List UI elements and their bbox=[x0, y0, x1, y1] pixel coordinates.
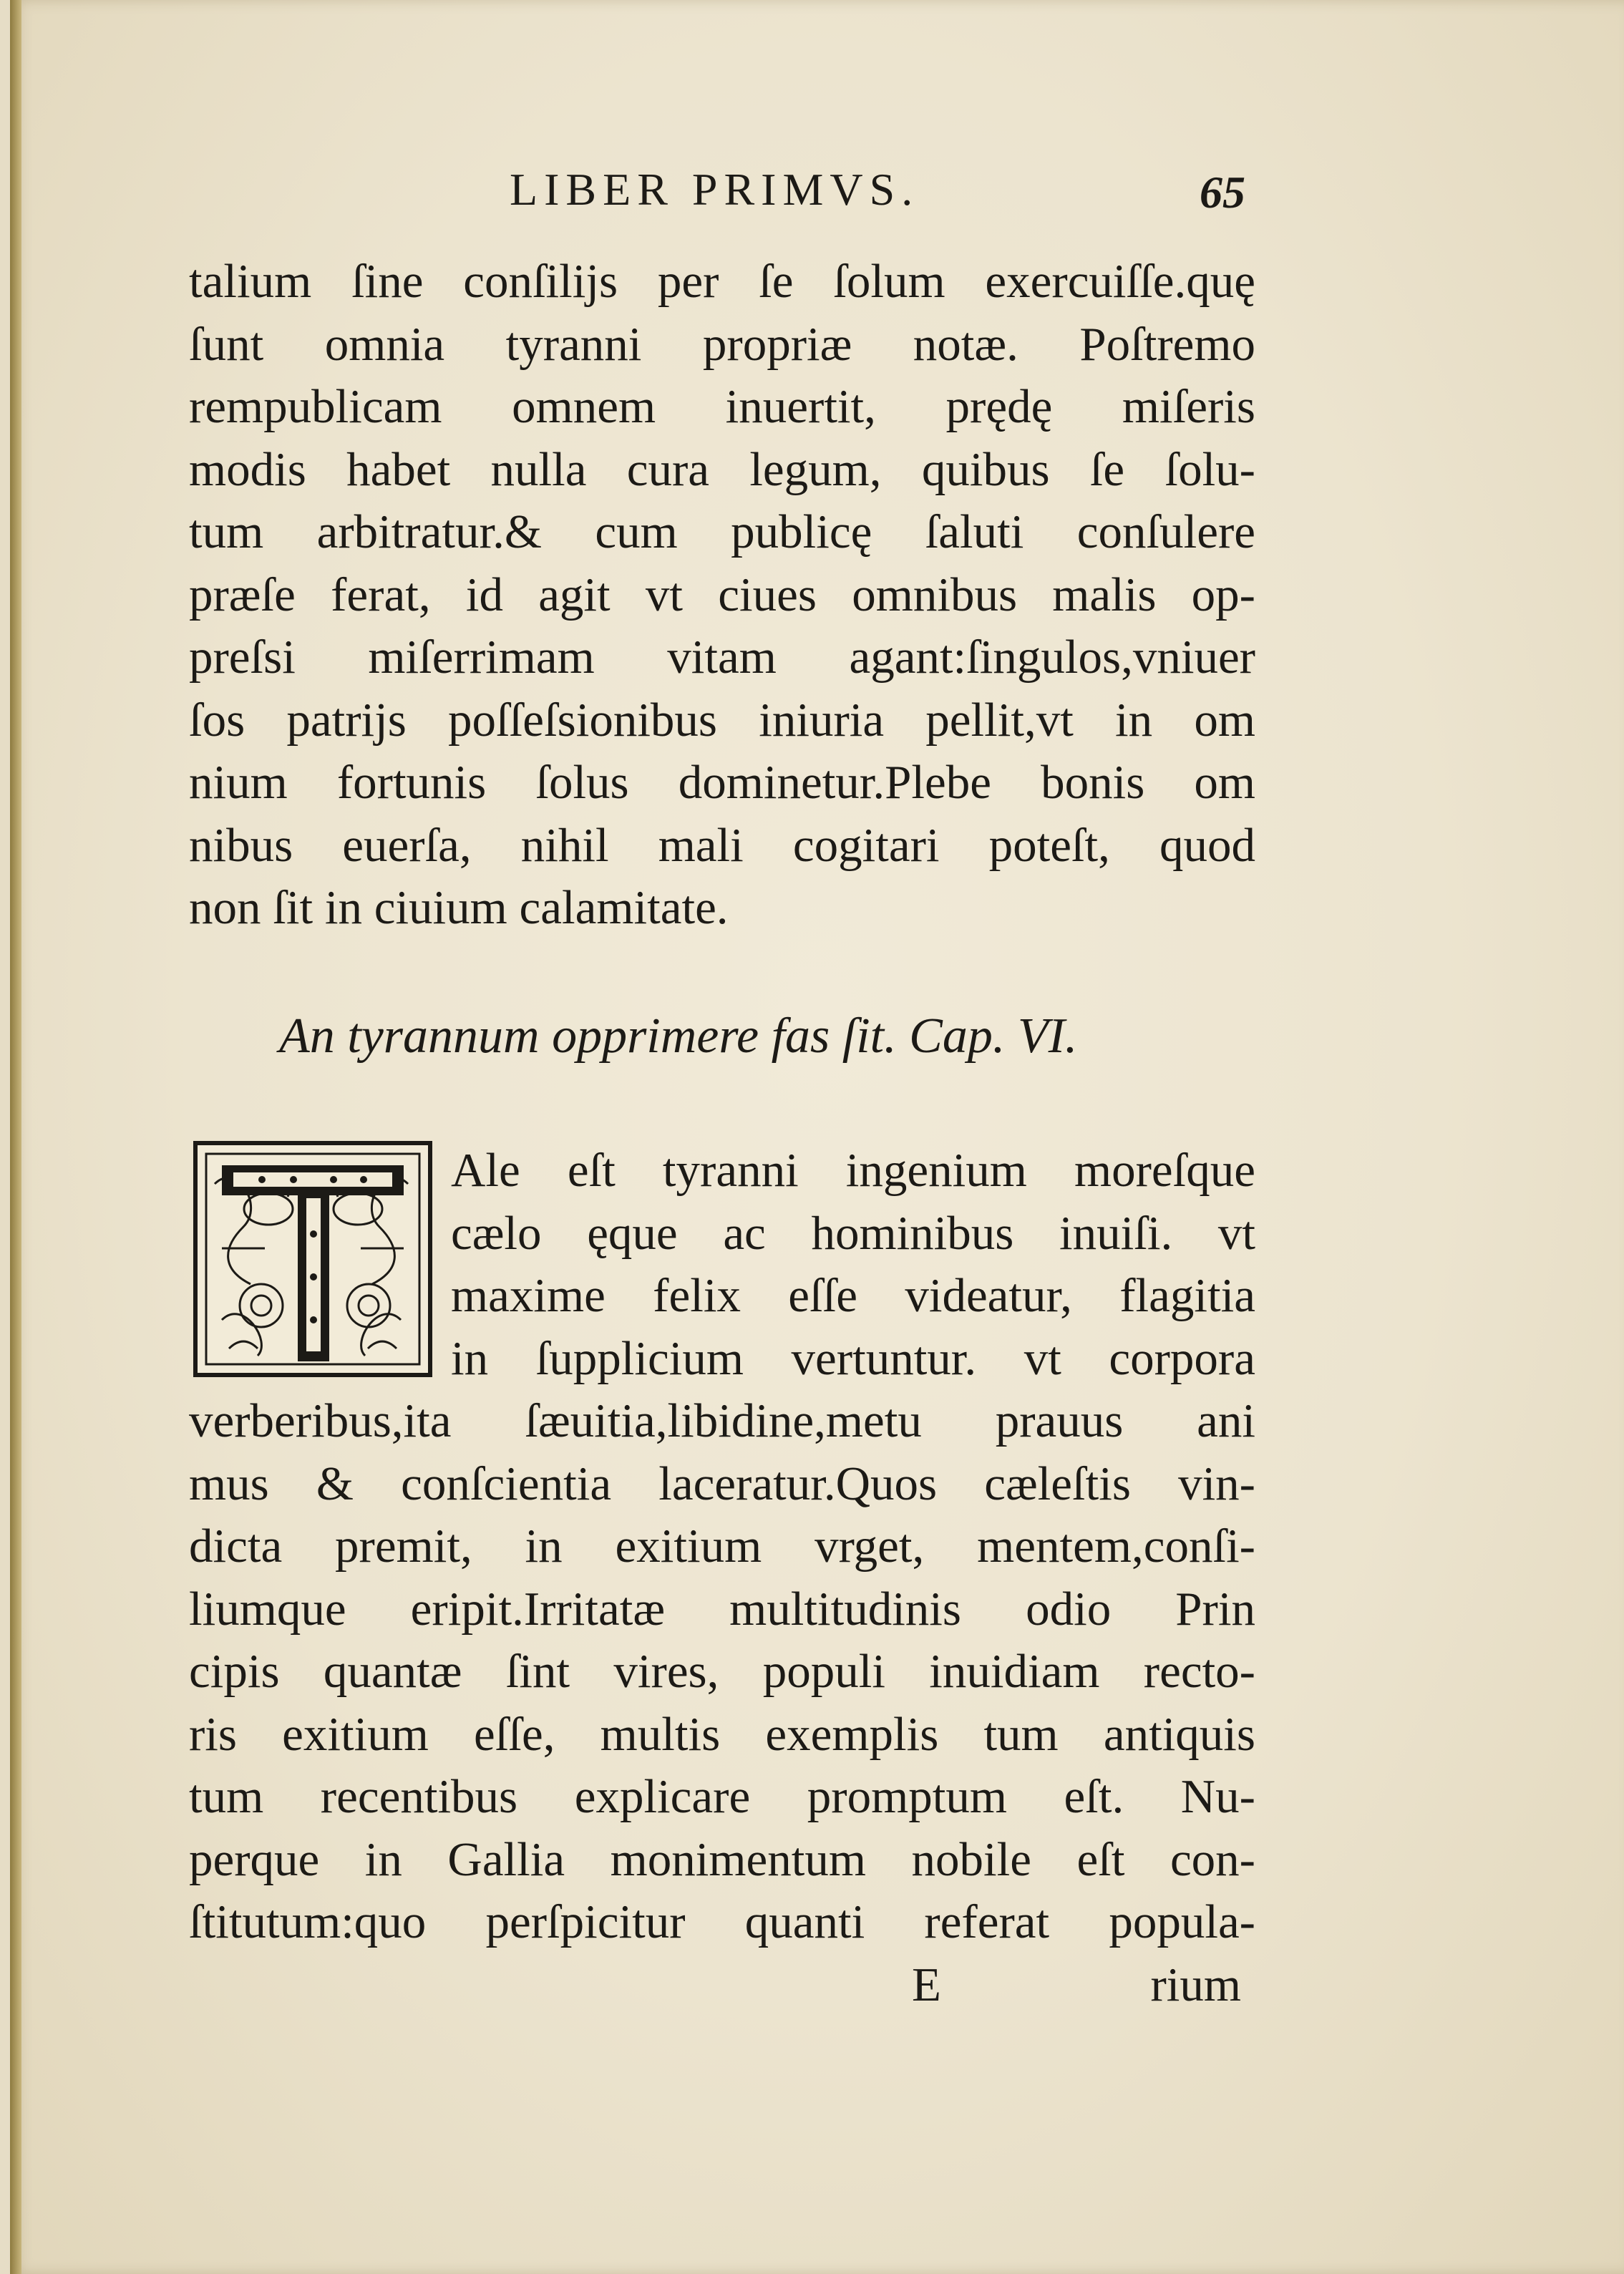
text-line: perque in Gallia monimentum nobile eſt con- bbox=[189, 1832, 1255, 1886]
text-line: in ſupplicium vertuntur. vt corpora bbox=[451, 1331, 1255, 1385]
paragraph-2-beside-initial bbox=[451, 1140, 1255, 1390]
page-number: 65 bbox=[1200, 167, 1245, 218]
text-line: non ſit in ciuium calamitate. bbox=[189, 881, 729, 934]
paragraph-1 bbox=[189, 251, 1255, 940]
text-line: præſe ferat, id agit vt ciues omnibus malis op- bbox=[189, 568, 1255, 621]
text-line: nium fortunis ſolus dominetur.Plebe bonis om bbox=[189, 756, 1255, 809]
text-line: modis habet nulla cura legum, quibus ſe ſolu- bbox=[189, 442, 1255, 496]
text-line: talium ſine conſilijs per ſe ſolum exercuiſſe.quę bbox=[189, 255, 1255, 308]
text-line: ris exitium eſſe, multis exemplis tum antiquis bbox=[189, 1707, 1255, 1761]
signature-mark: E bbox=[912, 1958, 941, 2011]
decorated-initial bbox=[193, 1141, 432, 1377]
text-line: verberibus,ita ſæuitia,libidine,metu prauus ani bbox=[189, 1394, 1255, 1447]
text-line: maxime felix eſſe videatur, flagitia bbox=[451, 1269, 1255, 1322]
text-line: rempublicam omnem inuertit, prędę miſeris bbox=[189, 380, 1255, 433]
decorated-initial-t-icon bbox=[193, 1141, 432, 1377]
text-line: nibus euerſa, nihil mali cogitari poteſt, quod bbox=[189, 818, 1255, 872]
text-line: cælo ęque ac hominibus inuiſi. vt bbox=[451, 1206, 1255, 1260]
paragraph-2 bbox=[189, 1390, 1255, 1954]
page-footer bbox=[189, 1958, 1255, 2021]
text-line: cipis quantæ ſint vires, populi inuidiam recto- bbox=[189, 1645, 1255, 1698]
page-spine-edge bbox=[10, 0, 21, 2274]
text-line: dicta premit, in exitium vrget, mentem,conſi- bbox=[189, 1520, 1255, 1573]
text-line: ſunt omnia tyranni propriæ notæ. Poſtremo bbox=[189, 317, 1255, 371]
page-header bbox=[0, 163, 1624, 228]
text-line: mus & conſcientia laceratur.Quos cæleſtis vin- bbox=[189, 1457, 1255, 1510]
text-line: tum recentibus explicare promptum eſt. Nu- bbox=[189, 1770, 1255, 1823]
text-line: ſtitutum:quo perſpicitur quanti referat popula- bbox=[189, 1895, 1255, 1948]
text-line: Ale eſt tyranni ingenium moreſque bbox=[451, 1144, 1255, 1197]
text-line: liumque eripit.Irritatæ multitudinis odio Prin bbox=[189, 1582, 1255, 1636]
text-line: tum arbitratur.& cum publicę ſaluti conſulere bbox=[189, 505, 1255, 558]
text-line: preſsi miſerrimam vitam agant:ſingulos,vniuer bbox=[189, 631, 1255, 684]
catchword: rium bbox=[1150, 1958, 1241, 2011]
text-line: ſos patrijs poſſeſsionibus iniuria pellit,vt in om bbox=[189, 693, 1255, 747]
chapter-title: An tyrannum opprimere fas ſit. Cap. VI. bbox=[279, 1009, 1078, 1064]
running-head: LIBER PRIMVS. bbox=[510, 164, 920, 215]
